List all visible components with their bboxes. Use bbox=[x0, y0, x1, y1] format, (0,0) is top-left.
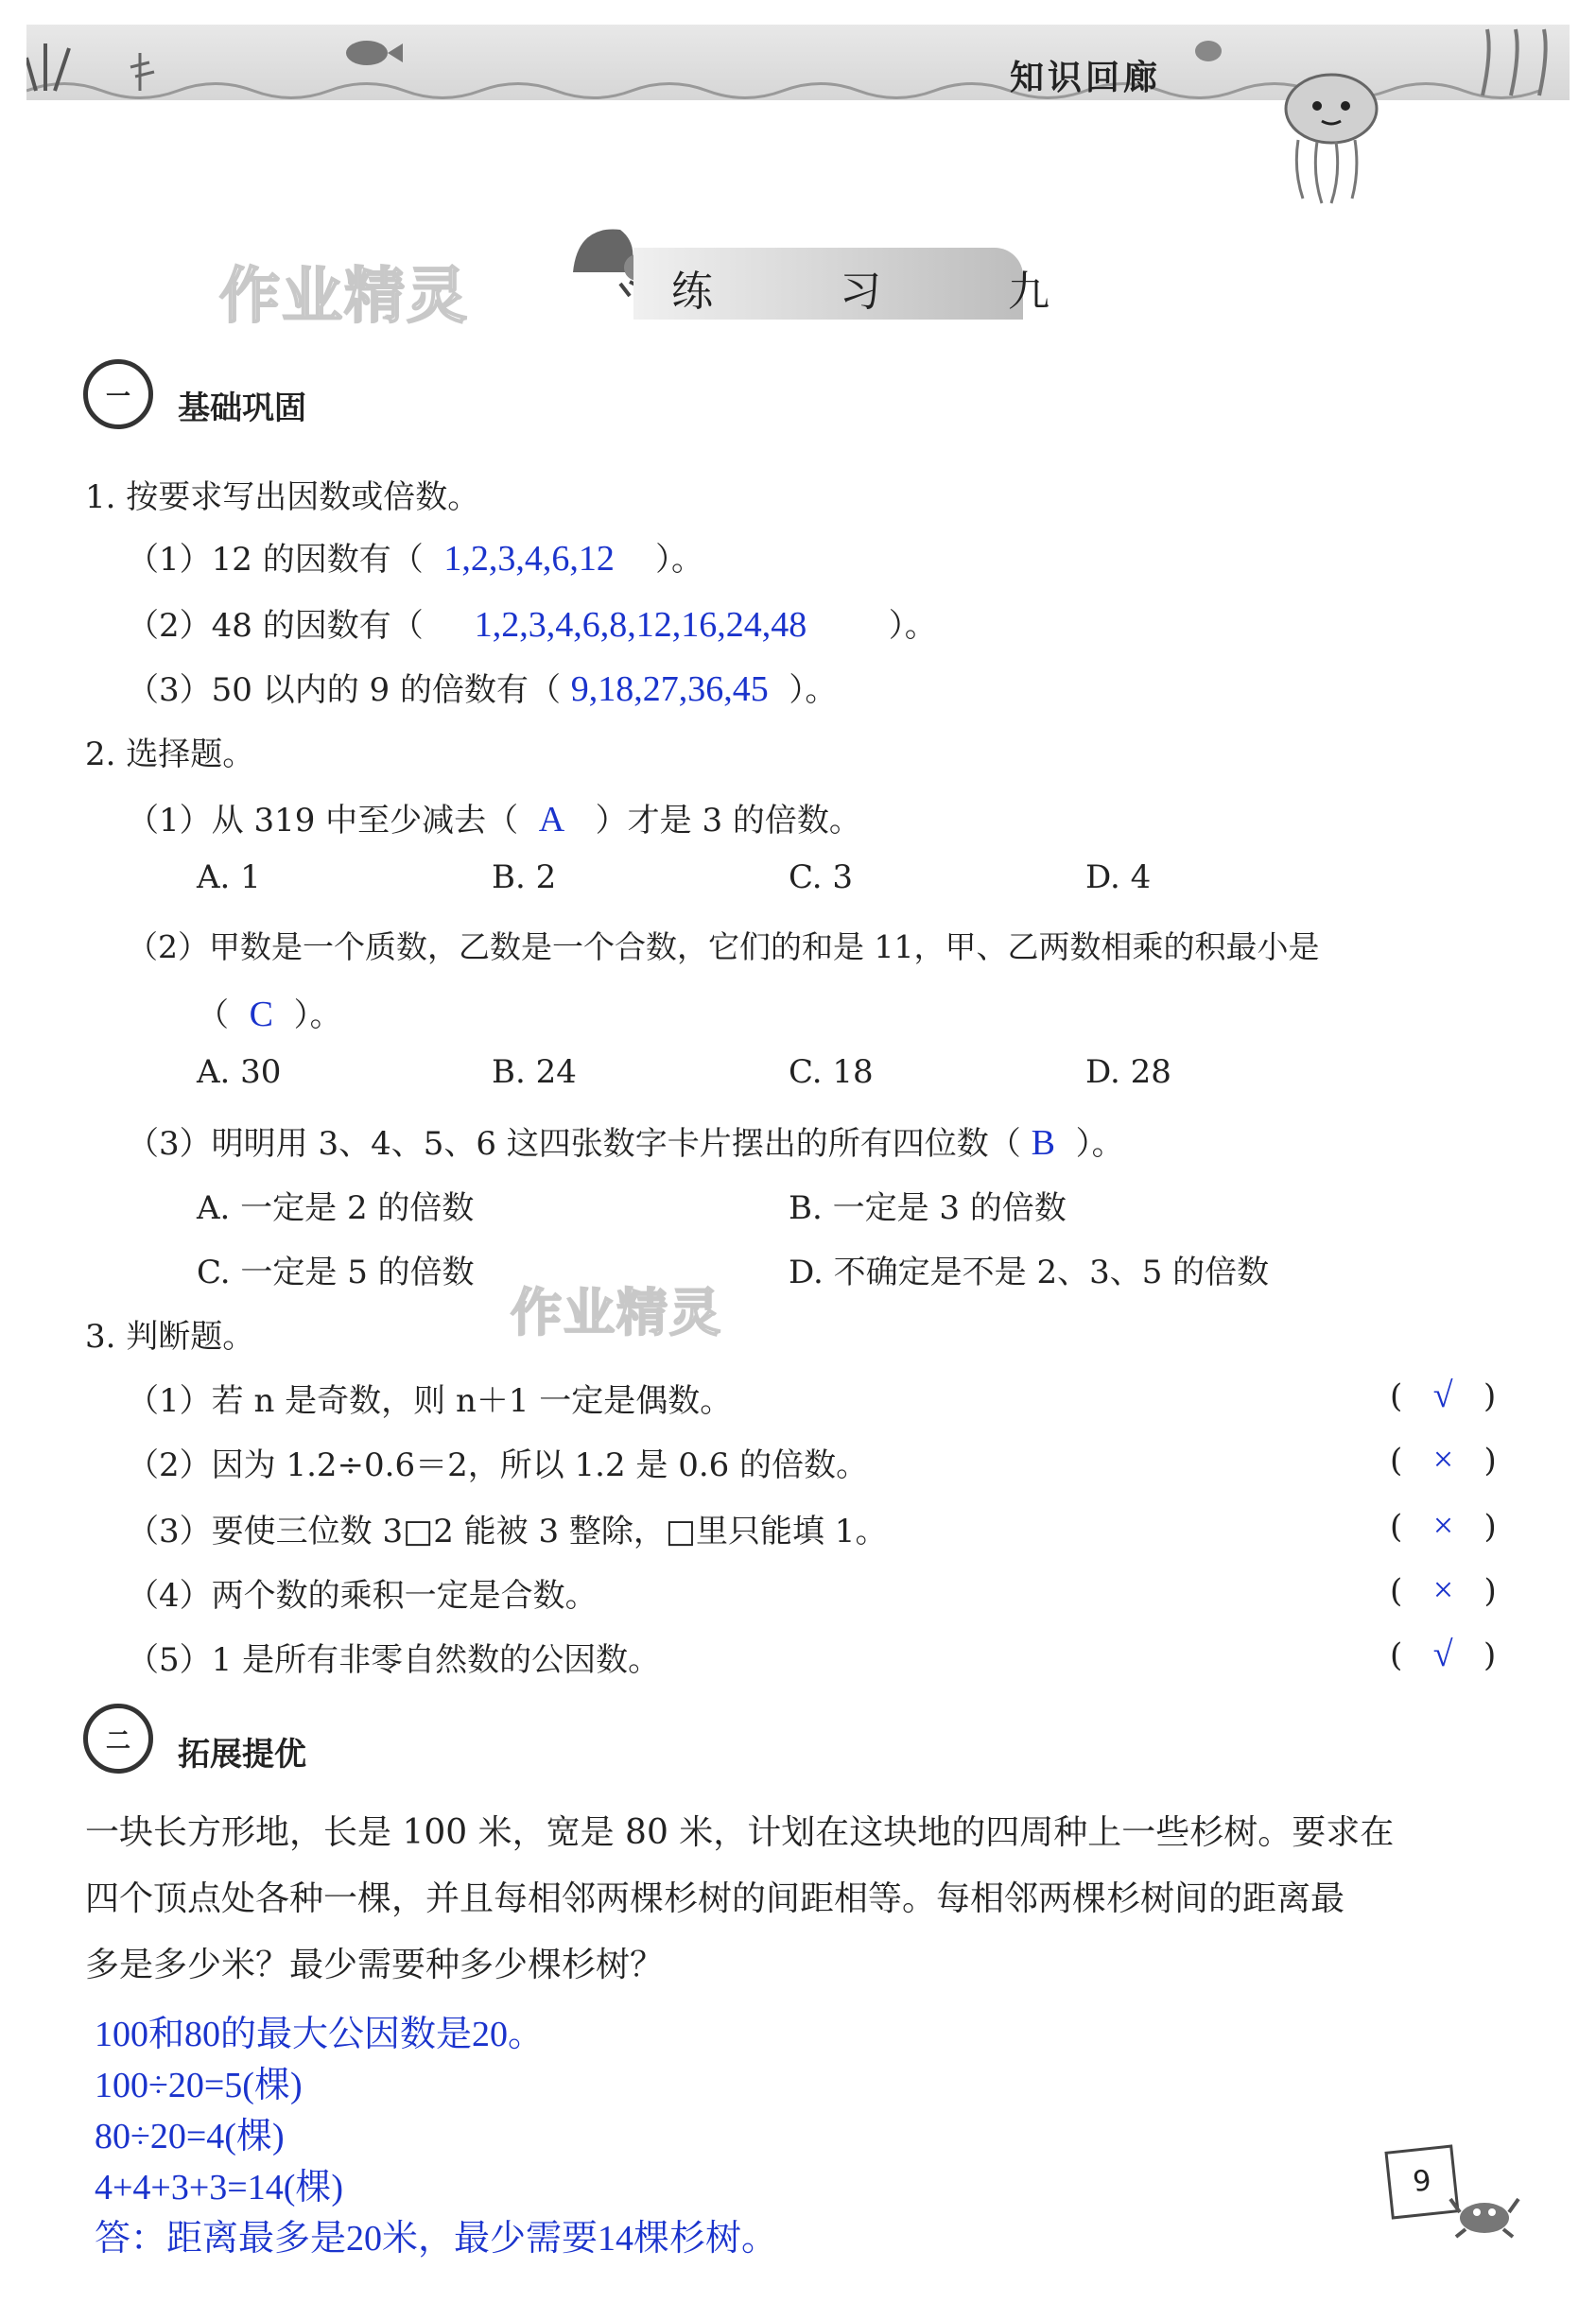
handwritten-answer: × bbox=[1432, 1506, 1454, 1546]
answer-bracket: ( × ) bbox=[1390, 1440, 1497, 1480]
true-false-item: （1）若 n 是奇数，则 n＋1 一定是偶数。 bbox=[127, 1382, 733, 1420]
question-item: （2）甲数是一个质数，乙数是一个合数，它们的和是 11，甲、乙两数相乘的积最小是 bbox=[127, 928, 1320, 965]
page-number: 9 bbox=[1384, 2144, 1459, 2219]
handwritten-answer: √ bbox=[1432, 1635, 1453, 1674]
solution-line: 100÷20=5(棵) bbox=[95, 2066, 303, 2105]
choice-option: C. 18 bbox=[789, 1053, 874, 1091]
solution-line: 100和80的最大公因数是20。 bbox=[95, 2015, 545, 2054]
handwritten-answer: 1,2,3,4,6,8,12,16,24,48 bbox=[474, 605, 807, 645]
header-title: 知识回廊 bbox=[1010, 59, 1162, 97]
question-item: （ C ）。 bbox=[197, 995, 342, 1034]
question-heading: 2. 选择题。 bbox=[85, 736, 255, 773]
choice-option: D. 不确定是不是 2、3、5 的倍数 bbox=[789, 1254, 1270, 1291]
section-title: 拓展提优 bbox=[178, 1736, 306, 1774]
question-heading: 3. 判断题。 bbox=[85, 1318, 255, 1356]
word-problem: 一块长方形地，长是 100 米，宽是 80 米，计划在这块地的四周种上一些杉树。要求在 四个顶点处各种一棵，并且每相邻两棵杉树的间距相等。每相邻两棵杉树间的距离最 多是多少米？最少需要种多少棵杉树？ bbox=[85, 1813, 1395, 1984]
question-item: （3）50 以内的 9 的倍数有（ 9,18,27,36,45 ）。 bbox=[127, 669, 838, 709]
exercise-title: 练 习 九 bbox=[671, 268, 1106, 316]
watermark: 作业精灵 bbox=[219, 262, 469, 332]
answer-bracket: ( × ) bbox=[1390, 1506, 1497, 1546]
handwritten-answer: A bbox=[538, 800, 565, 840]
choice-option: D. 4 bbox=[1085, 858, 1152, 896]
watermark: 作业精灵 bbox=[511, 1283, 722, 1342]
handwritten-answer: 1,2,3,4,6,12 bbox=[443, 539, 615, 579]
true-false-item: （5）1 是所有非零自然数的公因数。 bbox=[127, 1641, 661, 1679]
true-false-item: （4）两个数的乘积一定是合数。 bbox=[127, 1577, 598, 1615]
solution-line: 80÷20=4(棵) bbox=[95, 2117, 285, 2156]
solution-line: 答：距离最多是20米，最少需要14棵杉树。 bbox=[95, 2219, 778, 2259]
section-number-badge: 一 bbox=[83, 359, 153, 429]
choice-option: D. 28 bbox=[1085, 1053, 1171, 1091]
handwritten-answer: × bbox=[1432, 1570, 1454, 1610]
handwritten-answer: × bbox=[1432, 1440, 1454, 1480]
crab-icon bbox=[1447, 2184, 1522, 2241]
choice-option: C. 3 bbox=[789, 858, 854, 896]
solution-line: 4+4+3+3=14(棵) bbox=[95, 2168, 344, 2207]
section-title: 基础巩固 bbox=[178, 390, 306, 427]
true-false-item: （3）要使三位数 3□2 能被 3 整除，□里只能填 1。 bbox=[127, 1513, 888, 1550]
answer-bracket: ( √ ) bbox=[1390, 1376, 1497, 1415]
choice-option: B. 2 bbox=[492, 858, 557, 896]
handwritten-answer: √ bbox=[1432, 1376, 1453, 1415]
question-item: （1）12 的因数有（ 1,2,3,4,6,12 ）。 bbox=[127, 539, 704, 579]
choice-option: B. 一定是 3 的倍数 bbox=[789, 1189, 1067, 1227]
handwritten-answer: C bbox=[249, 995, 273, 1034]
choice-option: C. 一定是 5 的倍数 bbox=[197, 1254, 475, 1291]
question-item: （2）48 的因数有（ 1,2,3,4,6,8,12,16,24,48 ）。 bbox=[127, 605, 937, 645]
answer-bracket: ( √ ) bbox=[1390, 1635, 1497, 1674]
section-number-badge: 二 bbox=[83, 1704, 153, 1774]
choice-option: A. 30 bbox=[197, 1053, 282, 1091]
handwritten-answer: B bbox=[1031, 1123, 1055, 1163]
jellyfish-icon bbox=[1265, 66, 1397, 208]
choice-option: A. 1 bbox=[197, 858, 261, 896]
question-item: （1）从 319 中至少减去（ A ）才是 3 的倍数。 bbox=[127, 800, 861, 840]
question-item: （3）明明用 3、4、5、6 这四张数字卡片摆出的所有四位数（ B ）。 bbox=[127, 1123, 1124, 1163]
handwritten-answer: 9,18,27,36,45 bbox=[570, 669, 769, 709]
answer-bracket: ( × ) bbox=[1390, 1570, 1497, 1610]
question-heading: 1. 按要求写出因数或倍数。 bbox=[85, 478, 480, 516]
choice-option: A. 一定是 2 的倍数 bbox=[197, 1189, 475, 1227]
true-false-item: （2）因为 1.2÷0.6＝2，所以 1.2 是 0.6 的倍数。 bbox=[127, 1446, 869, 1484]
choice-option: B. 24 bbox=[492, 1053, 577, 1091]
